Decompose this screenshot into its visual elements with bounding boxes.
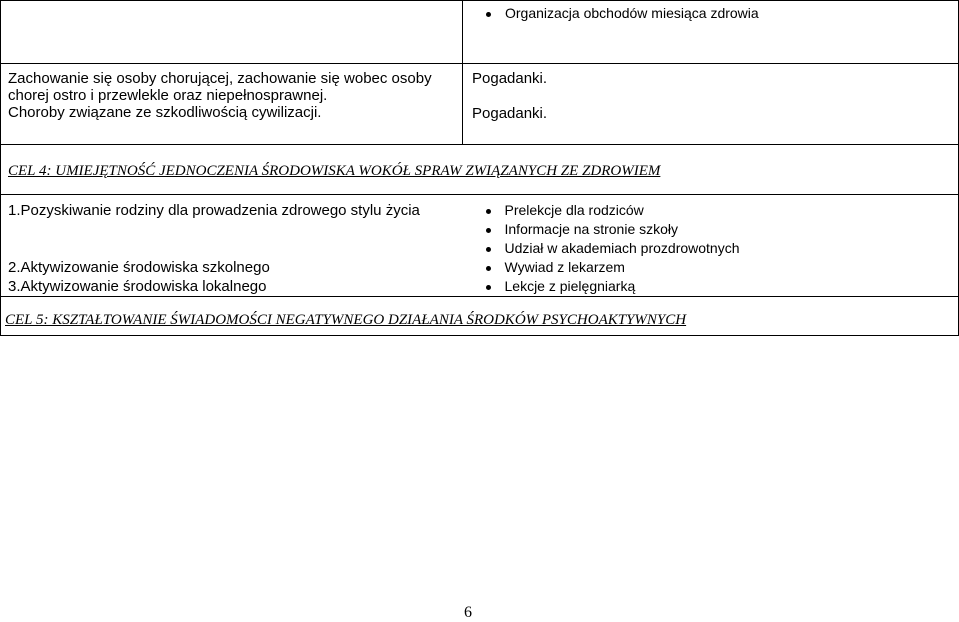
topic-line: chorej ostro i przewlekle oraz niepełnosprawnej. xyxy=(8,87,328,104)
row2-topic-cell xyxy=(1,64,463,145)
list-item xyxy=(463,277,959,296)
goal4-cell xyxy=(1,145,959,195)
goal5-cell xyxy=(1,297,959,336)
row2-method-cell xyxy=(463,64,959,145)
bullet-icon xyxy=(486,266,491,271)
bullet-text: Organizacja obchodów miesiąca zdrowia xyxy=(505,5,759,21)
bullet-text: Wywiad z lekarzem xyxy=(504,259,625,275)
bullet-icon xyxy=(486,12,491,17)
tasks-cell xyxy=(1,195,463,297)
bullet-text: Lekcje z pielęgniarką xyxy=(504,278,636,294)
goal4-heading: CEL 4: UMIEJĘTNOŚĆ JEDNOCZENIA ŚRODOWISKA WOKÓŁ SPRAW ZWIĄZANYCH ZE ZDROWIEM xyxy=(8,163,661,179)
row1-left-cell xyxy=(1,1,463,64)
row1-right-cell xyxy=(463,1,959,64)
bullet-icon xyxy=(486,209,491,214)
table-row xyxy=(1,1,959,64)
list-item xyxy=(463,220,959,239)
list-item xyxy=(463,258,959,277)
list-item xyxy=(463,239,959,258)
topic-line: Choroby związane ze szkodliwością cywilizacji. xyxy=(8,104,322,121)
list-item xyxy=(463,4,958,23)
page-number: 6 xyxy=(464,604,472,621)
bullet-icon xyxy=(486,247,491,252)
task-item: 1.Pozyskiwanie rodziny dla prowadzenia zdrowego stylu życia xyxy=(8,202,420,219)
method-line: Pogadanki. xyxy=(472,105,548,122)
methods-cell xyxy=(463,195,959,297)
method-line: Pogadanki. xyxy=(472,70,548,87)
task-item: 3.Aktywizowanie środowiska lokalnego xyxy=(8,278,267,295)
bullet-icon xyxy=(486,285,491,290)
table-row xyxy=(1,64,959,145)
table-row xyxy=(1,195,959,297)
row1-bullet-list xyxy=(463,4,958,23)
bullet-text: Prelekcje dla rodziców xyxy=(504,202,644,218)
goal5-heading: CEL 5: KSZTAŁTOWANIE ŚWIADOMOŚCI NEGATYWNEGO DZIAŁANIA ŚRODKÓW PSYCHOAKTYWNYCH xyxy=(5,312,687,328)
table-row xyxy=(1,145,959,195)
methods-bullet-list xyxy=(463,201,959,296)
bullet-text: Udział w akademiach prozdrowotnych xyxy=(504,240,740,256)
table-row xyxy=(1,297,959,336)
list-item xyxy=(463,201,959,220)
bullet-icon xyxy=(486,228,491,233)
topic-line: Zachowanie się osoby chorującej, zachowanie się wobec osoby xyxy=(8,70,432,87)
task-item: 2.Aktywizowanie środowiska szkolnego xyxy=(8,259,270,276)
bullet-text: Informacje na stronie szkoły xyxy=(504,221,679,237)
